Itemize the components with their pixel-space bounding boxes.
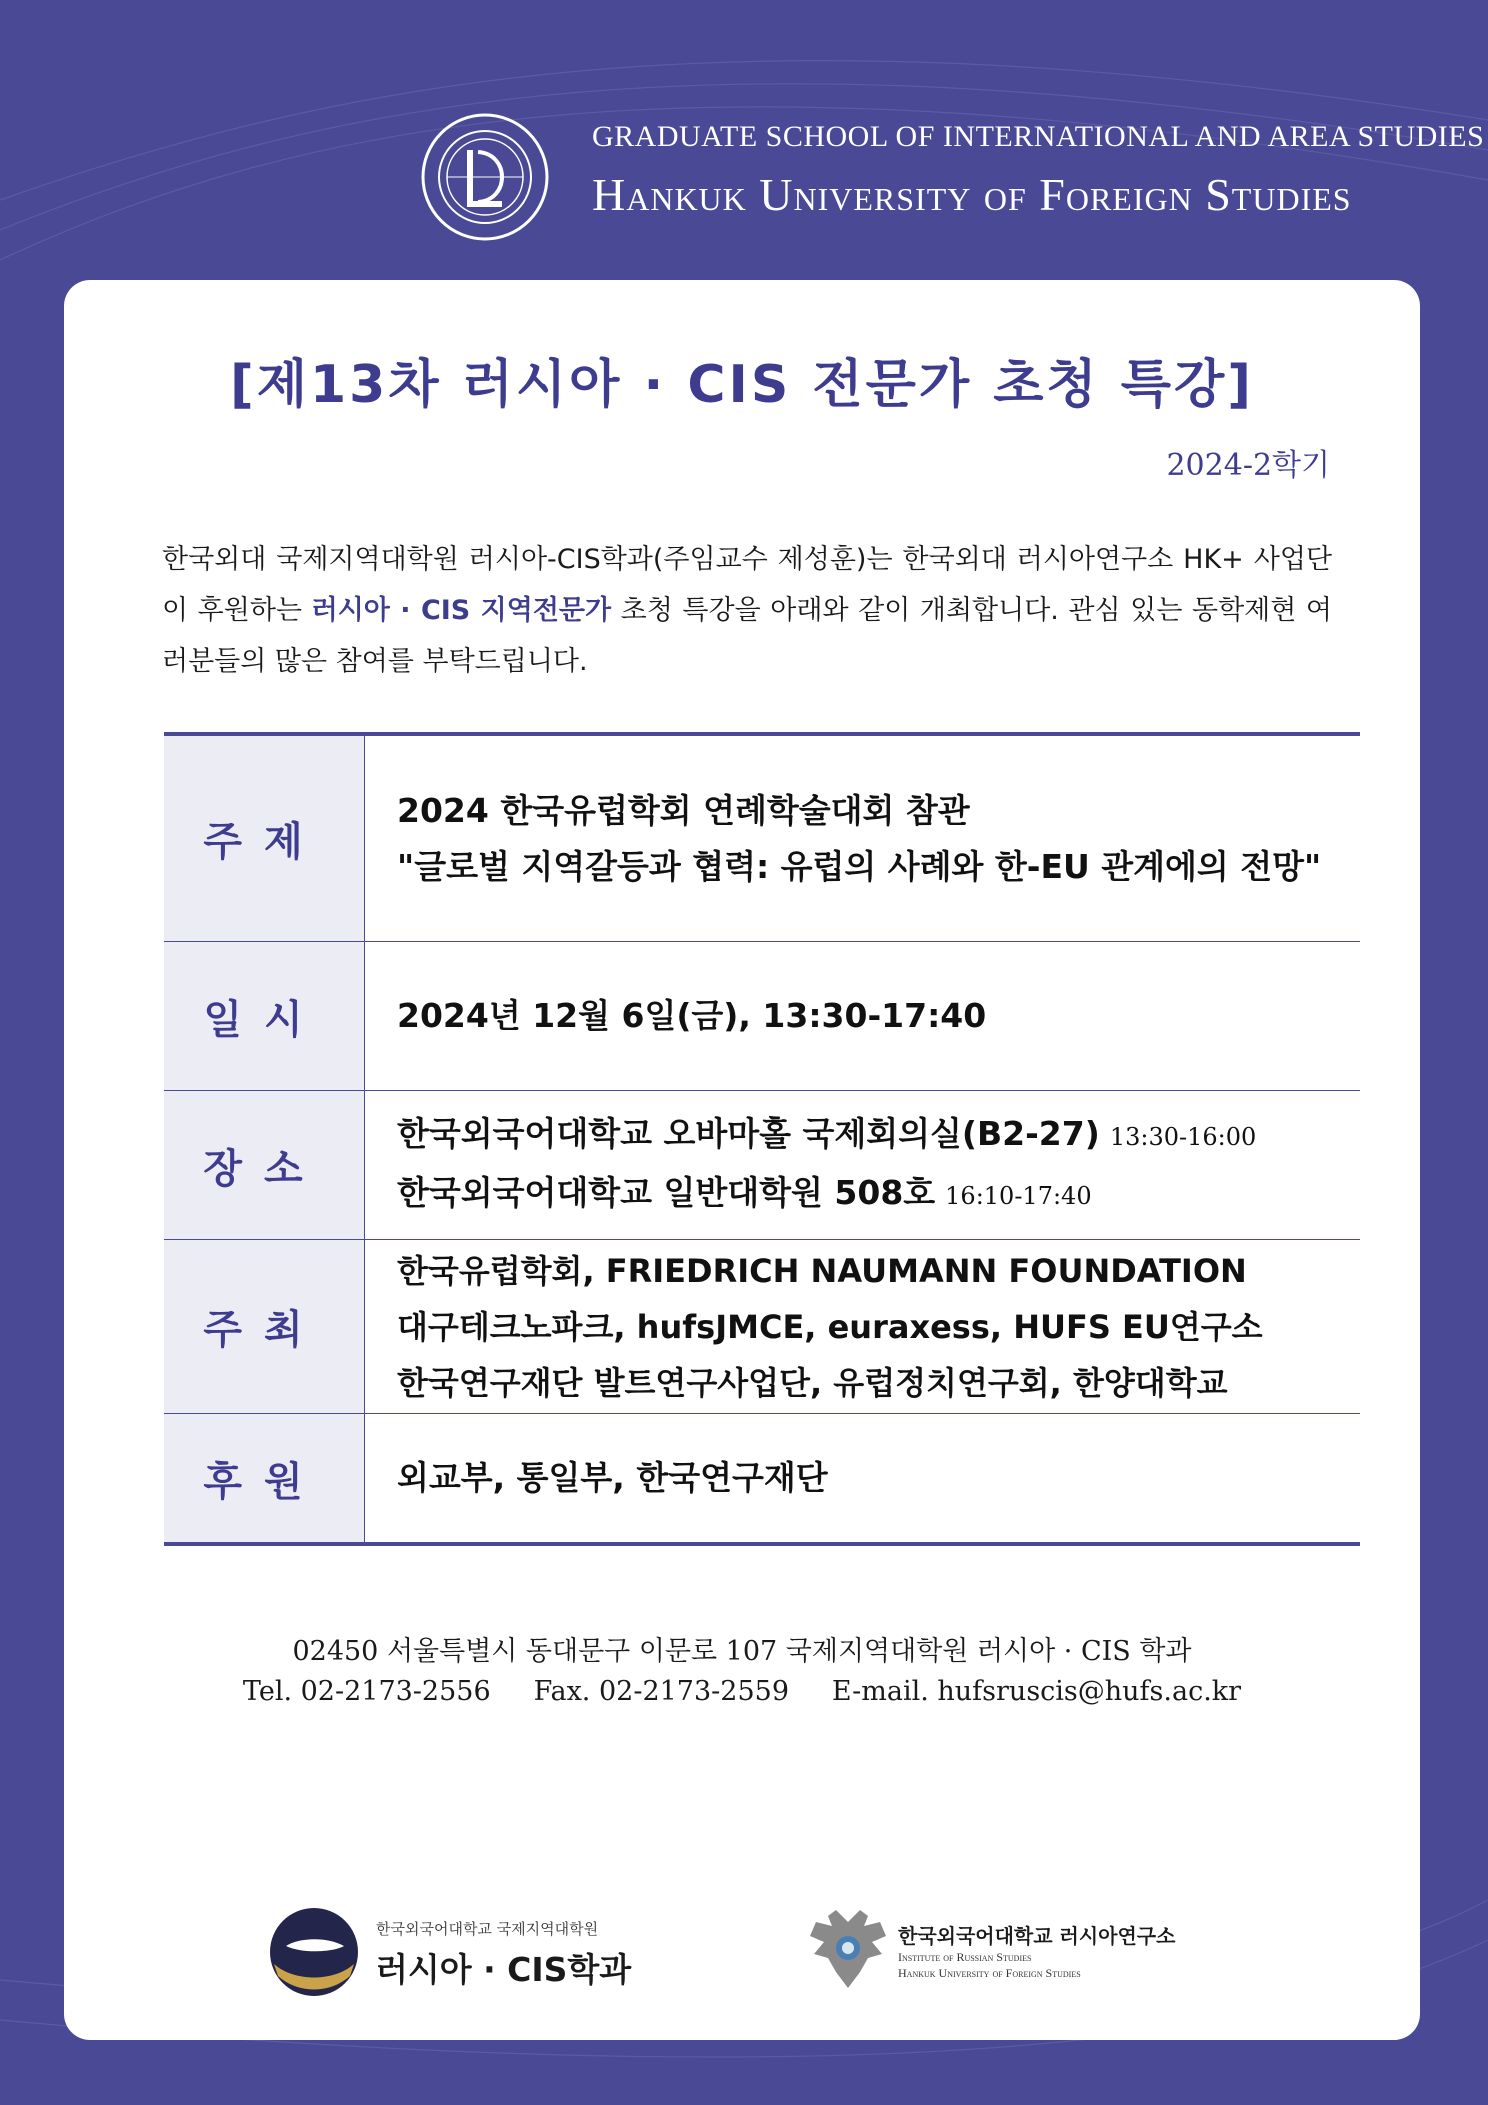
institute-university-english: Hankuk University of Foreign Studies (898, 1966, 1081, 1980)
venue-time-2: 16:10-17:40 (945, 1182, 1092, 1210)
row-value-host (365, 1240, 1360, 1413)
page-title: [제13차 러시아 · CIS 전문가 초청 특강] (229, 355, 1254, 415)
university-name-english: Hankuk University of Foreign Studies (592, 169, 1352, 220)
dept-logo-title: 러시아 · CIS학과 (376, 1950, 632, 1989)
info-row-host (164, 1240, 1360, 1414)
event-info-table (164, 732, 1360, 1546)
contact-email[interactable]: E-mail. hufsruscis@hufs.ac.kr (831, 1676, 1242, 1707)
university-seal-icon (420, 112, 550, 242)
row-value-venue (365, 1091, 1360, 1239)
institute-name-english: Institute of Russian Studies (898, 1950, 1032, 1964)
row-label-sponsor: 후원 (164, 1414, 365, 1542)
contact-fax: Fax. 02-2173-2559 (533, 1676, 789, 1707)
header (0, 0, 1488, 280)
info-row-venue (164, 1091, 1360, 1240)
institute-name-korean: 한국외국어대학교 러시아연구소 (898, 1924, 1176, 1948)
venue-line-2: 한국외국어대학교 일반대학원 508호 (397, 1173, 936, 1212)
intro-text-1: 한국외대 국제지역대학원 러시아-CIS학과(주임교수 제성훈)는 한국외대 러시아연구소 HK+ 사업단이 후원하는 (162, 544, 1332, 626)
row-label-datetime: 일시 (164, 942, 365, 1090)
venue-line-1: 한국외국어대학교 오바마홀 국제회의실(B2-27) (397, 1114, 1100, 1153)
contact-tel: Tel. 02-2173-2556 (242, 1676, 491, 1707)
institute-logo (806, 1894, 1236, 2004)
venue-time-1: 13:30-16:00 (1109, 1123, 1257, 1151)
info-row-topic (164, 736, 1360, 942)
row-label-topic: 주제 (164, 736, 365, 941)
dept-logo (264, 1902, 684, 2002)
datetime-text: 2024년 12월 6일(금), 13:30-17:40 (397, 996, 987, 1035)
row-label-host: 주최 (164, 1240, 365, 1413)
info-row-sponsor (164, 1414, 1360, 1542)
dept-emblem-icon (264, 1902, 364, 2002)
content-card (64, 280, 1420, 2040)
row-value-datetime (365, 942, 1360, 1090)
footer-contact (64, 1676, 1420, 1707)
host-line-2: 대구테크노파크, hufsJMCE, euraxess, HUFS EU연구소 (397, 1307, 1263, 1346)
double-headed-eagle-icon (806, 1902, 890, 1994)
school-name-english: GRADUATE SCHOOL OF INTERNATIONAL AND AREA STUDIES (592, 120, 1485, 153)
info-row-datetime (164, 942, 1360, 1091)
dept-logo-subtitle: 한국외국어대학교 국제지역대학원 (376, 1920, 599, 1938)
host-line-3: 한국연구재단 발트연구사업단, 유럽정치연구회, 한양대학교 (397, 1363, 1228, 1402)
intro-paragraph (162, 534, 1332, 687)
intro-text-2: 초청 특강을 아래와 같이 개최합니다. 관심 있는 동학제현 여러분들의 많은 참여를 부탁드립니다. (162, 595, 1333, 677)
row-value-sponsor (365, 1414, 1360, 1542)
row-label-venue: 장소 (164, 1091, 365, 1239)
row-value-topic (365, 736, 1360, 941)
host-line-1: 한국유럽학회, FRIEDRICH NAUMANN FOUNDATION (397, 1251, 1247, 1290)
footer-address: 02450 서울특별시 동대문구 이문로 107 국제지역대학원 러시아 · CIS 학과 (292, 1636, 1192, 1667)
intro-highlight: 러시아 · CIS 지역전문가 (311, 595, 612, 626)
semester-label: 2024-2학기 (1166, 448, 1330, 483)
topic-line-2: "글로벌 지역갈등과 협력: 유럽의 사례와 한-EU 관계에의 전망" (397, 846, 1322, 886)
sponsor-text: 외교부, 통일부, 한국연구재단 (397, 1458, 828, 1497)
topic-line-1: 2024 한국유럽학회 연례학술대회 참관 (397, 790, 970, 830)
